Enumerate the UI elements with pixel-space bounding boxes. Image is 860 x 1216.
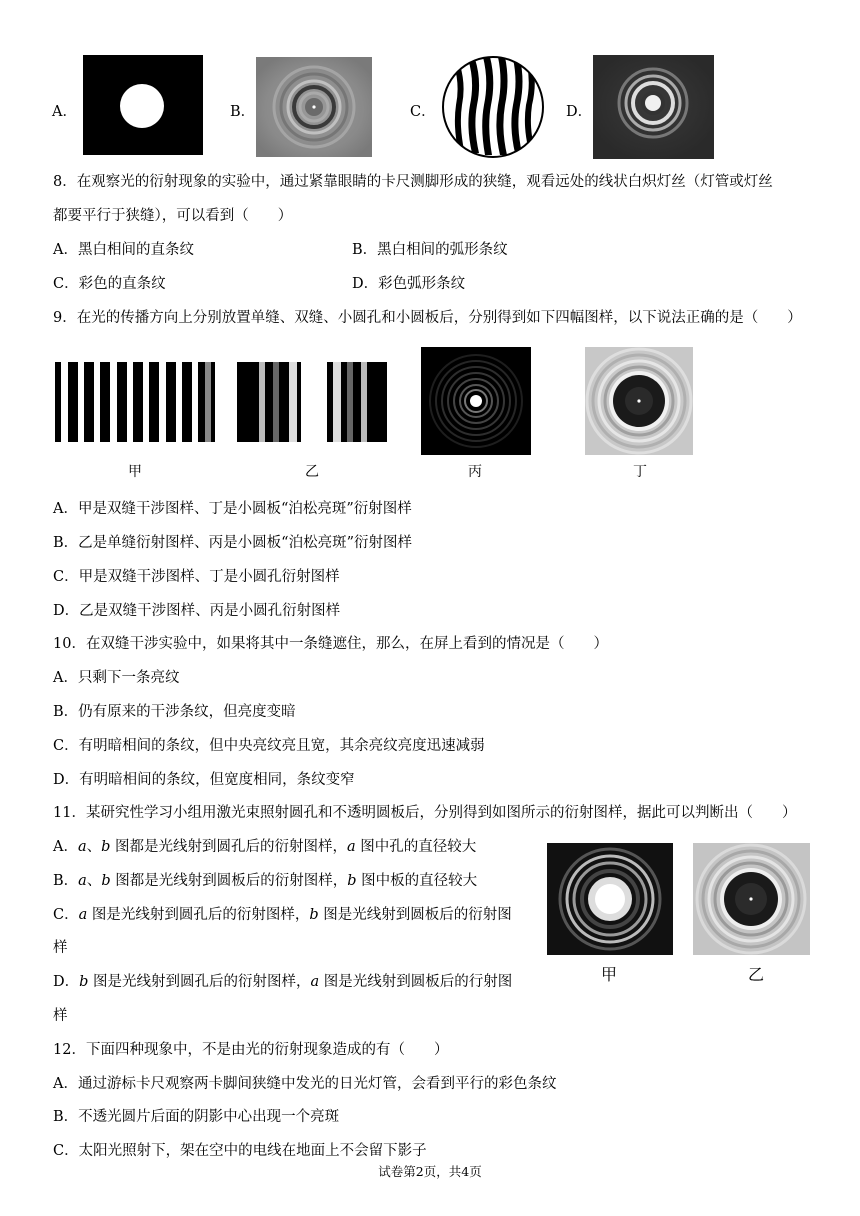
q11-stem: 11．某研究性学习小组用激光束照射圆孔和不透明圆板后，分别得到如图所示的衍射图样，据此可以判断出（ ）: [53, 805, 797, 821]
q11-option-d-wrap: 样: [53, 1008, 68, 1024]
q12-option-a: A．通过游标卡尺观察两卡脚间狭缝中发光的日光灯管，会看到平行的彩色条纹: [53, 1076, 557, 1092]
q7-figure-c-wavy-stripes: [440, 55, 546, 159]
q11-caption-jia: 甲: [601, 965, 618, 984]
q11-b-sep: 、: [86, 873, 102, 889]
q11-d-mid: 图是光线射到圆孔后的衍射图样，: [88, 974, 311, 990]
q7-option-a-label: A．: [52, 104, 77, 120]
q11-d-prefix: D．: [53, 974, 80, 990]
q11-a-mid: 图都是光线射到圆孔后的衍射图样，: [110, 839, 348, 855]
q7-option-c-label: C．: [410, 104, 436, 120]
q10-option-b: B．仍有原来的干涉条纹，但亮度变暗: [53, 704, 296, 720]
q11-c-end: 图是光线射到圆板后的衍射图: [318, 907, 512, 923]
q11-b-end: 图中板的直径较大: [356, 873, 478, 889]
q11-b-var1: a: [78, 873, 87, 889]
q10-option-d: D．有明暗相间的条纹，但宽度相同，条纹变窄: [53, 772, 355, 788]
q8-option-a: A．黑白相间的直条纹: [53, 242, 194, 258]
q11-b-mid: 图都是光线射到圆板后的衍射图样，: [110, 873, 348, 889]
q9-option-c: C．甲是双缝干涉图样、丁是小圆孔衍射图样: [53, 569, 340, 585]
q11-option-a: [53, 837, 476, 857]
q11-a-prefix: A．: [53, 839, 78, 855]
q12-option-c: C．太阳光照射下，架在空中的电线在地面上不会留下影子: [53, 1143, 427, 1159]
q9-figure-bing-circular-hole: [421, 347, 531, 455]
q8-stem-line1: 8．在观察光的衍射现象的实验中，通过紧靠眼睛的卡尺测脚形成的狭缝，观看远处的线状白炽灯丝（灯管或灯丝: [53, 174, 773, 190]
q11-option-c-wrap: 样: [53, 940, 68, 956]
q7-option-b-label: B．: [230, 104, 256, 120]
q7-option-d-label: D．: [566, 104, 593, 120]
q11-option-d: [53, 972, 512, 992]
q9-caption-bing: 丙: [468, 464, 482, 480]
q10-option-a: A．只剩下一条亮纹: [53, 670, 180, 686]
q11-a-var3: a: [347, 839, 356, 855]
q9-figure-ding-poisson-spot: [585, 347, 693, 455]
q11-a-end: 图中孔的直径较大: [355, 839, 477, 855]
q11-c-mid: 图是光线射到圆孔后的衍射图样，: [87, 907, 310, 923]
q11-d-var1: b: [79, 974, 89, 990]
q12-stem: 12．下面四种现象中，不是由光的衍射现象造成的有（ ）: [53, 1042, 449, 1058]
q8-option-d: D．彩色弧形条纹: [352, 276, 466, 292]
q10-option-c: C．有明暗相间的条纹，但中央亮纹亮且宽，其余亮纹亮度迅速减弱: [53, 738, 485, 754]
q7-figure-d-bright-rings: [593, 55, 714, 159]
q11-c-var1: a: [78, 907, 88, 923]
q11-c-var2: b: [309, 907, 319, 923]
q9-caption-ding: 丁: [633, 464, 647, 480]
q11-c-prefix: C．: [53, 907, 79, 923]
q9-figure-yi-single-slit: [237, 362, 387, 442]
q11-option-c: [53, 905, 512, 925]
q9-option-b: B．乙是单缝衍射图样、丙是小圆板“泊松亮斑”衍射图样: [53, 535, 412, 551]
q7-figure-b-rings: [256, 57, 372, 157]
q12-option-b: B．不透光圆片后面的阴影中心出现一个亮斑: [53, 1109, 340, 1125]
q11-a-sep: 、: [86, 839, 102, 855]
q11-b-var3: b: [347, 873, 357, 889]
q9-caption-yi: 乙: [305, 464, 319, 480]
q8-option-b: B．黑白相间的弧形条纹: [352, 242, 508, 258]
q11-b-var2: b: [101, 873, 111, 889]
q11-a-var2: b: [101, 839, 111, 855]
q11-figure-yi-plate-rings: [693, 843, 810, 955]
q9-caption-jia: 甲: [128, 464, 142, 480]
q9-option-d: D．乙是双缝干涉图样、丙是小圆孔衍射图样: [53, 603, 341, 619]
q9-option-a: A．甲是双缝干涉图样、丁是小圆板“泊松亮斑”衍射图样: [53, 501, 412, 517]
q11-a-var1: a: [77, 839, 87, 855]
q11-option-b: [53, 871, 477, 891]
q11-d-end: 图是光线射到圆板后的行射图: [319, 974, 513, 990]
q11-d-var2: a: [310, 974, 320, 990]
q11-figure-jia-hole-rings: [547, 843, 673, 955]
q11-caption-yi: 乙: [748, 965, 765, 984]
q9-figure-jia-double-slit: [55, 362, 215, 442]
q8-option-c: C．彩色的直条纹: [53, 276, 166, 292]
q7-figure-a-circular-hole: [83, 55, 203, 155]
page-footer: 试卷第2页，共4页: [378, 1164, 482, 1179]
q9-stem: 9．在光的传播方向上分别放置单缝、双缝、小圆孔和小圆板后，分别得到如下四幅图样，以下说法正确的是（ ）: [53, 310, 802, 326]
q8-stem-line2: 都要平行于狭缝），可以看到（ ）: [53, 208, 293, 224]
q11-b-prefix: B．: [53, 873, 79, 889]
q10-stem: 10．在双缝干涉实验中，如果将其中一条缝遮住，那么，在屏上看到的情况是（ ）: [53, 636, 608, 652]
